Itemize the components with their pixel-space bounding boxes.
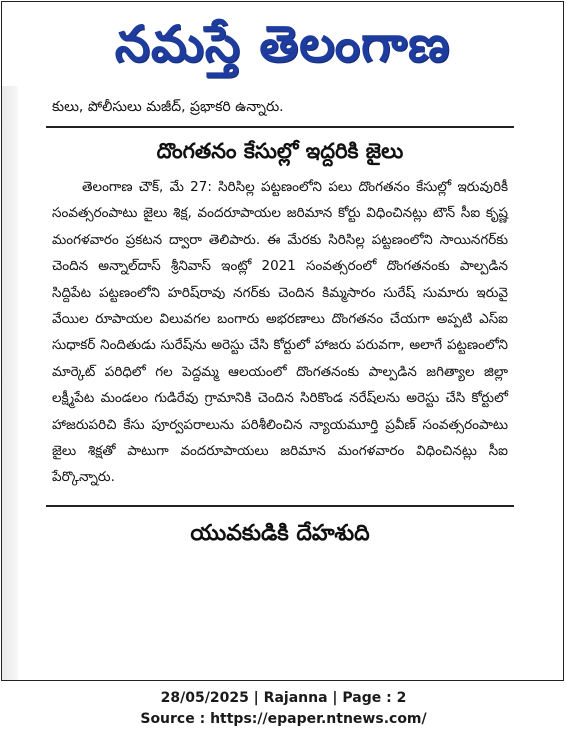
carryover-line: కులు, పోలీసులు మజీద్, ప్రభాకరి ఉన్నారు. [52, 99, 284, 115]
masthead-title: నమస్తే తెలంగాణ [114, 15, 451, 73]
page-gutter [2, 86, 18, 680]
newspaper-clipping [1, 1, 564, 681]
publication-info: 28/05/2025 | Rajanna | Page : 2 [160, 690, 407, 706]
divider [46, 505, 514, 507]
divider [46, 126, 514, 128]
next-article-headline: యువకుడికి దేహశుది [190, 520, 370, 546]
source-link[interactable]: Source : https://epaper.ntnews.com/ [140, 711, 427, 727]
article-headline: దొంగతనం కేసుల్లో ఇద్దరికి జైలు [156, 139, 404, 163]
article [46, 94, 514, 551]
article-body: తెలంగాణ చౌక్, మే 27: సిరిసిల్ల పట్టణంలోని పలు దొంగతనం కేసుల్లో ఇరువురికీ సంవత్సరంపాటు జైలు శిక్ష, వందరూపాయల జరిమాన కోర్టు విధించినట్లు టౌన్ సీఐ కృష్ణ మంగళవారం ప్రకటన ద్వారా తెలిపారు. ఈ మేరకు సిరిసిల్ల పట్టణంలోని సాయినగర్‌కు చెందిన అన్నాల్‌దాస్ శ్రీనివాస్ ఇంట్లో 2021 సంవత్సరంలో దొంగతనంకు పాల్పడిన సిద్దిపేట పట్టణంలోని హరిష్‌రావు నగర్‌కు చెందిన కిమ్మసారం సురేష్ సుమారు ఇరువై వేయిల రూపాయల విలువగల బంగారు అభరణాలు దొంగతనం చేయగా అప్పటి ఎస్ఐ సుధాకర్ నిందితుడు సురేష్‌ను అరెస్టు చేసి కోర్టులో హాజరు పరువగా, అలాగే పట్టణంలోని మార్కెట్ పరిధిలో గల పెద్దమ్మ ఆలయంలో దొంగతనంకు పాల్పడిన జగిత్యాల జిల్లా లక్ష్మీపేట మండలం గుడిరేవు గ్రామానికి చెందిన సిరికొండ నరేష్‌లను అరెస్టు చేసి కోర్టులో హాజరుపరిచి కేసు పూర్వపరాలును పరిశీలించిన న్యాయమూర్తి ప్రవీణ్ సంవత్సరంపాటు జైలు శిక్షతో పాటుగా వందరూపాయలు జరిమాన మంగళవారం విధించినట్లు సీఐ పేర్కొన్నారు. [52, 179, 508, 486]
masthead [2, 2, 563, 86]
clipping-footer [0, 688, 567, 730]
